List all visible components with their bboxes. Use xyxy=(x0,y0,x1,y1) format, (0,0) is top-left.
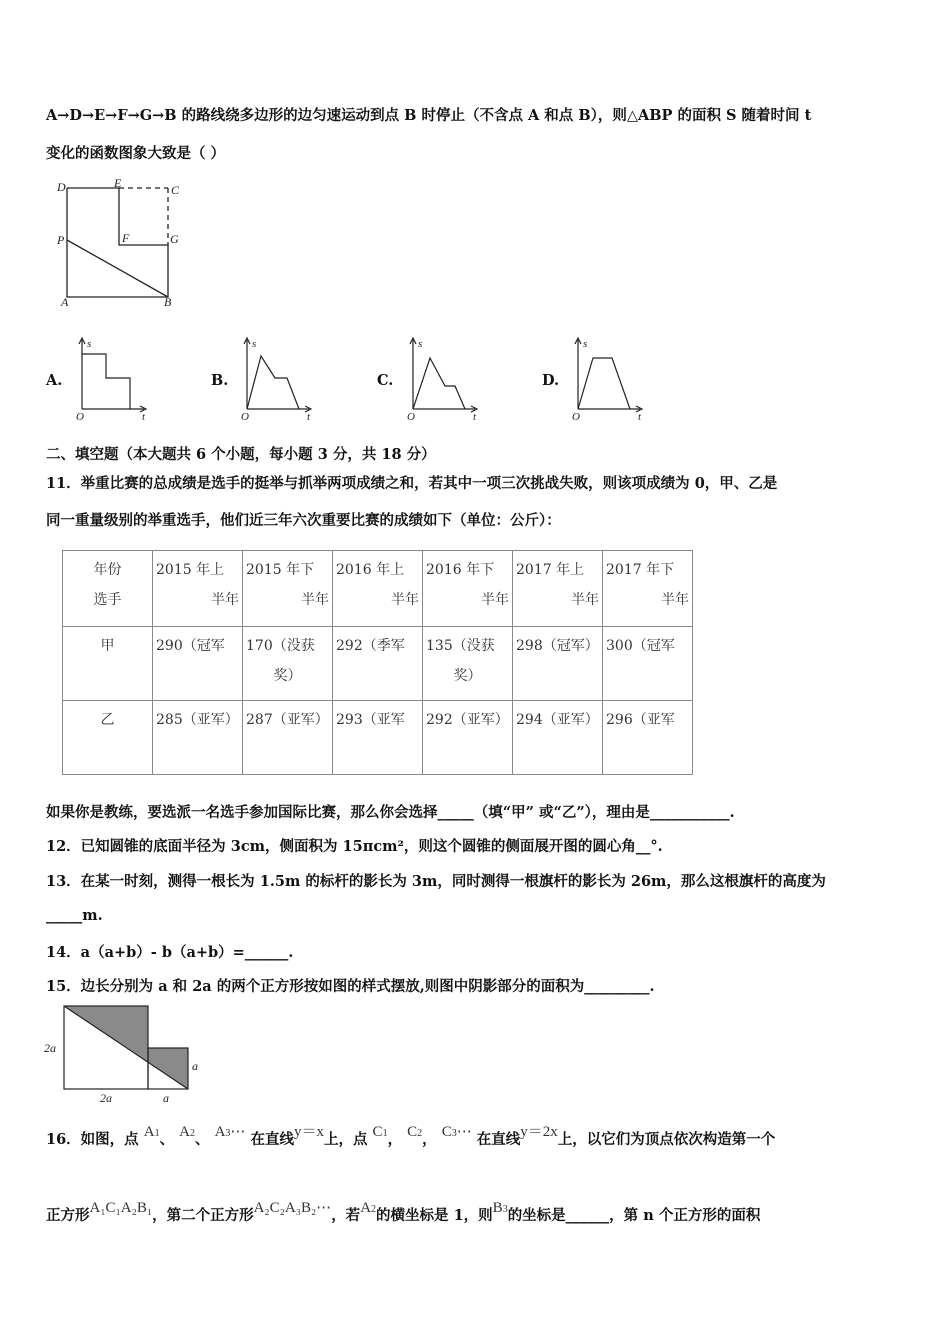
c3-letter: C xyxy=(441,1124,452,1140)
c2-letter: C xyxy=(407,1124,418,1140)
label-a-bottom: a xyxy=(163,1091,169,1105)
label-a-right: a xyxy=(192,1059,198,1073)
player-name: 乙 xyxy=(63,701,153,775)
section-title: 二、填空题（本大题共 6 个小题，每小题 3 分，共 18 分） xyxy=(46,446,436,463)
label-F: F xyxy=(122,231,130,245)
option-a-label[interactable]: A. xyxy=(46,372,63,389)
q16-p3: 上，点 xyxy=(323,1131,368,1148)
point-a1 xyxy=(144,1124,160,1140)
a3-sub: 3 xyxy=(225,1128,231,1139)
q13-line1: 13．在某一时刻，测得一根长为 1.5m 的标杆的影长为 3m，同时测得一根旗杆的影长为 26m，那么这根旗杆的高度为 xyxy=(46,873,826,890)
q11-line3: 如果你是教练，要选派一名选手参加国际比赛，那么你会选择_____（填“甲” 或“乙”），理由是___________. xyxy=(46,804,735,821)
point-c1 xyxy=(373,1124,388,1140)
score-text: 287（亚军） xyxy=(246,712,329,728)
score-text: 285（亚军） xyxy=(156,712,239,728)
axis-t: t xyxy=(638,411,642,422)
option-b-label[interactable]: B. xyxy=(211,372,229,389)
q15-text: 15．边长分别为 a 和 2a 的两个正方形按如图的样式摆放,则图中阴影部分的面积为_________. xyxy=(46,978,655,995)
score-text: 290（冠军 xyxy=(156,638,225,654)
score-cell xyxy=(153,701,243,775)
header-top: 2015 年上 xyxy=(156,562,225,578)
dots: ⋯ xyxy=(230,1124,246,1140)
axis-s: s xyxy=(87,338,92,350)
score-text-2: 奖） xyxy=(273,668,302,684)
q13-line2: _____m. xyxy=(46,907,103,924)
point-a2 xyxy=(179,1124,195,1140)
option-a-graph[interactable] xyxy=(72,334,152,422)
square-1-name: A₁C₁A₂B₁ xyxy=(89,1200,153,1216)
score-text: 170（没获 xyxy=(246,638,315,654)
c2-sub: 2 xyxy=(417,1128,423,1139)
header-cell xyxy=(333,551,423,627)
q16-p1: 16．如图，点 xyxy=(46,1131,139,1148)
table-row xyxy=(63,701,693,775)
score-table xyxy=(62,550,693,775)
q11-line1: 11．举重比赛的总成绩是选手的挺举与抓举两项成绩之和，若其中一项三次挑战失败，则该项成绩为 0，甲、乙是 xyxy=(46,475,778,492)
origin-o: O xyxy=(241,411,249,422)
score-text: 296（亚军 xyxy=(606,712,675,728)
a2-sub: 2 xyxy=(371,1204,377,1215)
header-top: 2017 年下 xyxy=(606,562,675,578)
point-c3 xyxy=(442,1124,472,1140)
score-cell xyxy=(513,701,603,775)
header-bottom: 半年 xyxy=(661,592,689,608)
c1-sub: 1 xyxy=(382,1128,388,1139)
axis-t: t xyxy=(473,411,477,422)
q16-sep: 、 xyxy=(195,1131,210,1148)
q11-line2: 同一重量级别的举重选手，他们近三年六次重要比赛的成绩如下（单位：公斤）： xyxy=(46,512,561,529)
header-cell xyxy=(153,551,243,627)
score-cell xyxy=(423,701,513,775)
q16-sep: 、 xyxy=(159,1131,175,1148)
header-top: 2017 年上 xyxy=(516,562,585,578)
axis-s: s xyxy=(418,338,423,350)
header-bottom: 半年 xyxy=(481,592,509,608)
point-a2b xyxy=(360,1200,376,1216)
point-b3 xyxy=(493,1200,508,1216)
axis-t: t xyxy=(142,411,146,422)
q16-p7: ，第二个正方形 xyxy=(152,1207,254,1224)
axis-s: s xyxy=(252,338,257,350)
corner-bottom: 选手 xyxy=(93,592,122,608)
q16-p4: 在直线 xyxy=(476,1131,521,1148)
option-c-label[interactable]: C. xyxy=(377,372,394,389)
score-text-2: 奖） xyxy=(453,668,482,684)
header-bottom: 半年 xyxy=(211,592,239,608)
score-cell xyxy=(243,701,333,775)
label-2a-left: 2a xyxy=(44,1041,56,1055)
option-d-graph[interactable] xyxy=(568,334,648,422)
header-bottom: 半年 xyxy=(301,592,329,608)
label-D: D xyxy=(57,180,66,194)
corner-top: 年份 xyxy=(93,562,122,578)
a1-sub: 1 xyxy=(154,1128,160,1139)
a2-letter: A xyxy=(360,1200,372,1216)
header-top: 2015 年下 xyxy=(246,562,315,578)
score-text: 300（冠军 xyxy=(606,638,675,654)
a2-sub: 2 xyxy=(190,1128,195,1139)
header-top: 2016 年上 xyxy=(336,562,405,578)
score-cell xyxy=(333,701,423,775)
score-cell xyxy=(603,701,693,775)
axis-t: t xyxy=(307,411,311,422)
q16-p9: 的横坐标是 1，则 xyxy=(376,1207,493,1224)
player-name: 甲 xyxy=(63,627,153,701)
score-cell xyxy=(333,627,423,701)
label-2a-bottom: 2a xyxy=(100,1091,112,1105)
header-bottom: 半年 xyxy=(571,592,599,608)
header-top: 2016 年下 xyxy=(426,562,495,578)
table-corner-cell xyxy=(63,551,153,627)
line-eq-2: y＝2x xyxy=(520,1124,558,1140)
q14-text: 14．a（a+b）- b（a+b）=______. xyxy=(46,944,294,961)
q16-line2 xyxy=(46,1200,761,1225)
label-A: A xyxy=(61,295,69,309)
square-2-name: A₂C₂A₃B₂⋯ xyxy=(253,1200,332,1216)
table-row xyxy=(63,627,693,701)
label-P: P xyxy=(57,233,65,247)
score-cell xyxy=(603,627,693,701)
header-bottom: 半年 xyxy=(391,592,419,608)
score-text: 293（亚军 xyxy=(336,712,405,728)
score-text: 294（亚军） xyxy=(516,712,599,728)
b3-letter: B xyxy=(492,1200,503,1216)
option-c-graph[interactable] xyxy=(403,334,483,422)
squares-figure xyxy=(42,1000,222,1106)
c1-letter: C xyxy=(372,1124,383,1140)
axis-s: s xyxy=(583,338,588,350)
q16-p2: 在直线 xyxy=(250,1131,294,1148)
origin-o: O xyxy=(76,411,84,422)
option-d-label[interactable]: D. xyxy=(542,372,560,389)
score-text: 292（季军 xyxy=(336,638,405,654)
label-B: B xyxy=(164,295,172,309)
q16-sep: ， xyxy=(387,1131,403,1148)
header-cell xyxy=(423,551,513,627)
point-c2 xyxy=(407,1124,422,1140)
line-eq-1: y＝x xyxy=(293,1124,324,1140)
dots: ⋯ xyxy=(456,1124,472,1140)
header-cell xyxy=(603,551,693,627)
point-a3 xyxy=(215,1124,246,1140)
score-text: 135（没获 xyxy=(426,638,495,654)
polygon-figure xyxy=(52,176,192,311)
q10-line1: A→D→E→F→G→B 的路线绕多边形的边匀速运动到点 B 时停止（不含点 A 和点 B），则△ABP 的面积 S 随着时间 t xyxy=(46,107,812,124)
score-cell xyxy=(513,627,603,701)
score-cell xyxy=(423,627,513,701)
a3-letter: A xyxy=(214,1124,226,1140)
q16-p5: 上，以它们为顶点依次构造第一个 xyxy=(557,1131,776,1148)
origin-o: O xyxy=(572,411,580,422)
q10-line2: 变化的函数图象大致是（ ） xyxy=(46,145,226,162)
label-C: C xyxy=(171,183,180,197)
b3-sub: 3 xyxy=(502,1204,508,1215)
q16-p10: 的坐标是______，第 n 个正方形的面积 xyxy=(507,1207,761,1224)
q16-p8: ，若 xyxy=(331,1207,361,1224)
table-header-row xyxy=(63,551,693,627)
q16-sep: ， xyxy=(422,1131,437,1148)
q16-p6: 正方形 xyxy=(46,1207,90,1224)
header-cell xyxy=(243,551,333,627)
label-E: E xyxy=(114,176,122,190)
c3-sub: 3 xyxy=(451,1128,457,1139)
score-text: 292（亚军） xyxy=(426,712,509,728)
q16-line1 xyxy=(46,1124,776,1149)
a2-letter: A xyxy=(179,1124,190,1140)
a1-letter: A xyxy=(143,1124,155,1140)
header-cell xyxy=(513,551,603,627)
option-b-graph[interactable] xyxy=(237,334,317,422)
score-cell xyxy=(243,627,333,701)
label-G: G xyxy=(170,232,179,246)
score-text: 298（冠军） xyxy=(516,638,599,654)
origin-o: O xyxy=(407,411,415,422)
q12-text: 12．已知圆锥的底面半径为 3cm，侧面积为 15πcm²，则这个圆锥的侧面展开图的圆心角__°. xyxy=(46,838,663,855)
score-cell xyxy=(153,627,243,701)
